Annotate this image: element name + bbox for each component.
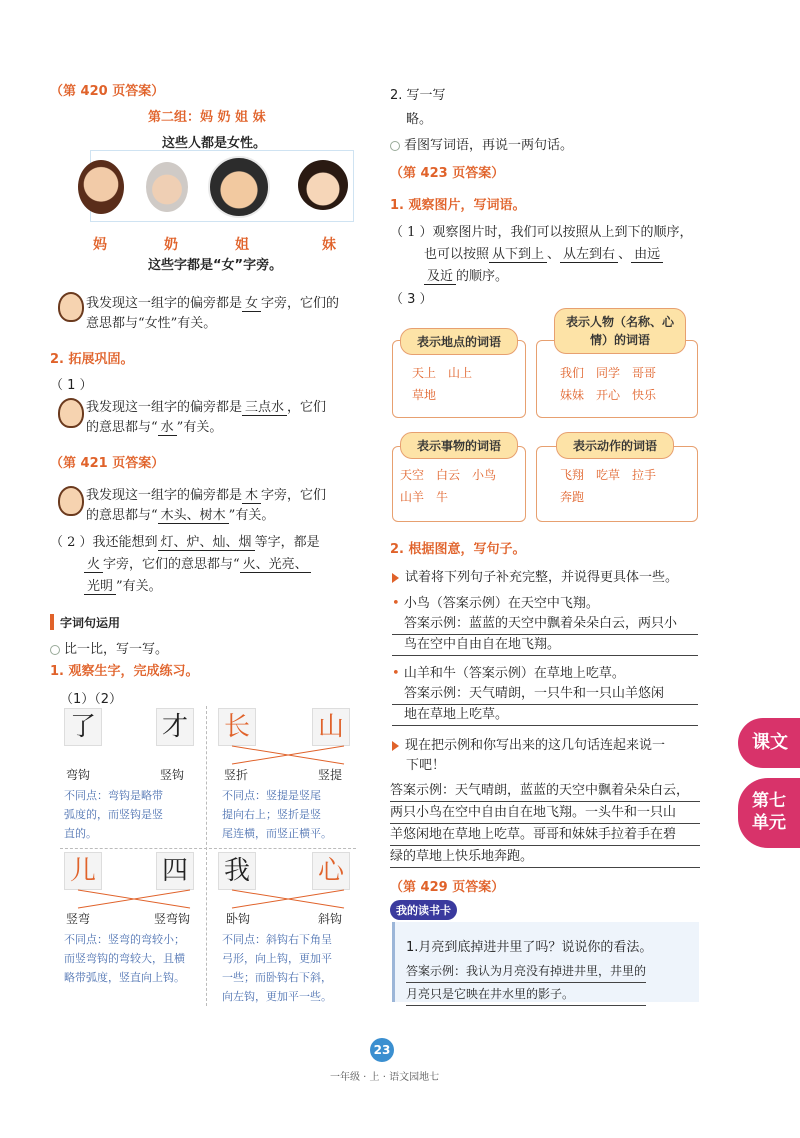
difference-note: 不同点：竖弯的弯较小； 而竖弯钩的弯较大，且横 略带弧度，竖直向上钩。 — [64, 933, 185, 984]
tab-unit-seven[interactable]: 第七单元 — [738, 778, 800, 848]
tab-lesson[interactable]: 课文 — [738, 718, 800, 768]
char-xin: 心 — [312, 852, 350, 890]
bird-sentence: • 小鸟（答案示例）在天空中飞翔。 答案示例：蓝蓝的天空中飘着朵朵白云，两只小 鸟在空中自由自在地飞翔。 — [392, 594, 698, 656]
difference-note: 不同点：竖提是竖尾 提向右上；竖折是竖 尾连横，而竖正横平。 — [222, 789, 332, 840]
observe-picture-heading: 1. 观察图片，写词语。 — [390, 198, 526, 213]
girl-avatar — [58, 292, 84, 322]
char-mei: 妹 — [322, 237, 336, 253]
women-caption: 这些人都是女性。 — [162, 136, 267, 151]
part-1: （ 1 ） — [50, 378, 93, 393]
char-le: 了 — [64, 708, 102, 746]
match-lines — [72, 888, 196, 910]
stroke-name: 竖提 — [318, 768, 343, 782]
discovery-1: 我发现这一组字的偏旁都是 女 字旁，它们的 意思都与“女性”有关。 — [86, 296, 340, 331]
word-box-actions-title: 表示动作的词语 — [556, 432, 674, 459]
try-instruction: 试着将下列句子补充完整，并说得更具体一些。 — [392, 566, 678, 585]
char-er: 儿 — [64, 852, 102, 890]
girl-photo — [298, 160, 348, 210]
grid-divider-horizontal — [60, 848, 356, 849]
full-answer: 答案示例：天气晴朗，蓝蓝的天空中飘着朵朵白云， 两只小鸟在空中自由自在地飞翔。一头牛和一只山 羊悠闲地在草地上吃草。哥哥和妹妹手拉着手在碧 绿的草地上快乐地奔跑。 — [390, 780, 700, 868]
card-question: 1.月亮到底掉进井里了吗？说说你的看法。 — [406, 940, 653, 955]
word-box-people-title: 表示人物（名称、心情）的词语 — [554, 308, 686, 354]
word-usage-heading: 字词句运用 — [60, 616, 121, 630]
answer-page-429: （第 429 页答案） — [390, 880, 505, 895]
group-title: 第二组：妈 奶 姐 妹 — [148, 110, 266, 125]
sister-photo — [208, 156, 270, 218]
write-sentences-heading: 2. 根据图意，写句子。 — [390, 542, 526, 557]
char-jie: 姐 — [235, 237, 249, 253]
page-number: 23 — [370, 1038, 394, 1062]
section-marker — [50, 614, 54, 630]
omitted: 略。 — [406, 112, 433, 127]
match-lines — [226, 888, 350, 910]
discovery-3: 我发现这一组字的偏旁都是 木 字旁，它们 的意思都与“ 木头、树木 ”有关。 — [86, 488, 327, 523]
answer-page-420: （第 420 页答案） — [50, 84, 165, 99]
char-ma: 妈 — [93, 237, 107, 253]
stroke-name: 竖钩 — [160, 768, 185, 782]
parts-1-2: （1）（2） — [60, 692, 123, 707]
stroke-name: 卧钩 — [226, 912, 251, 926]
place-words: 天上 山上 草地 — [412, 366, 473, 402]
stroke-name: 竖弯 — [66, 912, 91, 926]
char-chang: 长 — [218, 708, 256, 746]
stroke-name: 弯钩 — [66, 768, 91, 782]
grandma-photo — [146, 162, 188, 212]
goat-sentence: • 山羊和牛（答案示例）在草地上吃草。 答案示例：天气晴朗，一只牛和一只山羊悠闲 地在草地上吃草。 — [392, 664, 698, 726]
connect-instruction: 现在把示例和你写出来的这几句话连起来说一 下吧！ — [392, 736, 665, 776]
compare-instruction: 比一比，写一写。 — [50, 638, 168, 657]
stroke-name: 竖折 — [224, 768, 249, 782]
question-1: （ 1 ）观察图片时，我们可以按照从上到下的顺序， 也可以按照 从下到上 、 从左到右 、 由远 及近 的顺序。 — [390, 225, 693, 284]
action-words: 飞翔 吃草 拉手 奔跑 — [560, 468, 657, 504]
word-box-places-title: 表示地点的词语 — [400, 328, 518, 355]
girl-avatar — [58, 486, 84, 516]
grid-divider-vertical — [206, 706, 207, 1006]
char-cai: 才 — [156, 708, 194, 746]
look-instruction: 看图写词语，再说一两句话。 — [390, 134, 573, 153]
char-shan: 山 — [312, 708, 350, 746]
word-box-things-title: 表示事物的词语 — [400, 432, 518, 459]
char-nai: 奶 — [164, 237, 178, 253]
radical-caption: 这些字都是“女”字旁。 — [148, 258, 283, 273]
girl-avatar — [58, 398, 84, 428]
difference-note: 不同点：弯钩是略带 弧度的，而竖钩是竖 直的。 — [64, 789, 163, 840]
part-2: （ 2 ）我还能想到 灯、炉、灿、烟 等字，都是 火 字旁，它们的意思都与“ 火、光亮、 光明 ”有关。 — [50, 535, 320, 594]
stroke-name: 斜钩 — [318, 912, 343, 926]
question-3: （ 3 ） — [390, 292, 433, 307]
write-heading: 2. 写一写 — [390, 88, 446, 103]
difference-note: 不同点：斜钩右下角呈 弓形，向上钩，更加平 一些；而卧钩右下斜， 向左钩，更加平一些。 — [222, 933, 332, 1003]
reading-card-badge: 我的读书卡 — [390, 900, 457, 920]
answer-page-423: （第 423 页答案） — [390, 166, 505, 181]
observe-heading: 1. 观察生字，完成练习。 — [50, 664, 199, 679]
answer-page-421: （第 421 页答案） — [50, 456, 165, 471]
match-lines — [226, 744, 350, 766]
discovery-2: 我发现这一组字的偏旁都是 三点水 ，它们 的意思都与“ 水 ”有关。 — [86, 400, 327, 435]
char-si: 四 — [156, 852, 194, 890]
woman-photo — [78, 160, 124, 214]
stroke-name: 竖弯钩 — [154, 912, 191, 926]
thing-words: 天空 白云 小鸟 山羊 牛 — [400, 468, 497, 504]
people-words: 我们 同学 哥哥 妹妹 开心 快乐 — [560, 366, 657, 402]
footer-caption: 一年级 · 上 · 语文园地七 — [330, 1072, 440, 1083]
expand-heading: 2. 拓展巩固。 — [50, 352, 134, 367]
card-answer: 答案示例：我认为月亮没有掉进井里，井里的 月亮只是它映在井水里的影子。 — [406, 960, 646, 1006]
char-wo: 我 — [218, 852, 256, 890]
